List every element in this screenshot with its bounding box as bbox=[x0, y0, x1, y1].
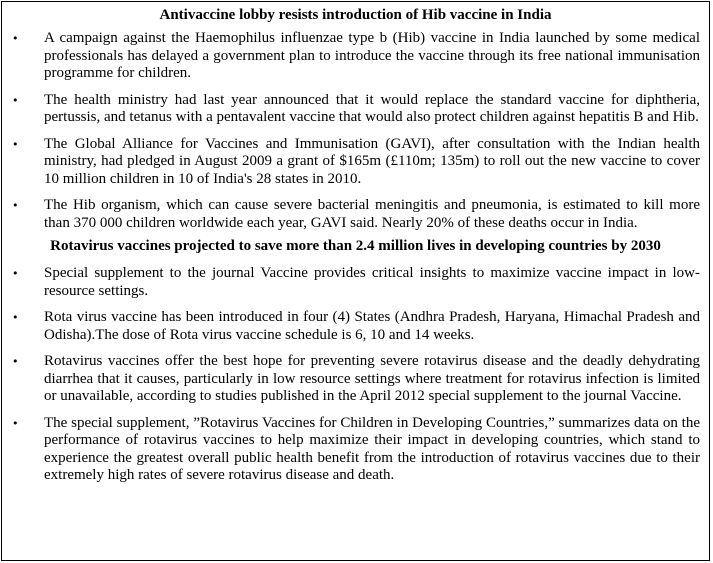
bullet-icon: • bbox=[12, 355, 19, 368]
bullet-icon: • bbox=[12, 311, 19, 324]
list-item bbox=[2, 353, 709, 406]
list-item bbox=[2, 265, 709, 300]
bullet-text: The Global Alliance for Vaccines and Immunisation (GAVI), after consultation with the Indian health ministry, had pledged in August 2009 a grant of $165m (£110m; 135m) to roll out the new vaccine to cover 10 million children in 10 of India's 28 states in 2010. bbox=[44, 135, 700, 187]
section-heading-hib: Antivaccine lobby resists introduction of Hib vaccine in India bbox=[159, 7, 552, 23]
bullet-text: The health ministry had last year announced that it would replace the standard vaccine for diphtheria, pertussis, and tetanus with a pentavalent vaccine that would also protect children against hepatitis B and Hib. bbox=[44, 91, 700, 125]
bullet-icon: • bbox=[12, 199, 19, 212]
bullet-icon: • bbox=[12, 267, 19, 280]
list-item bbox=[2, 197, 709, 232]
bullet-text: Special supplement to the journal Vaccine provides critical insights to maximize vaccine impact in low-resource settings. bbox=[44, 265, 700, 299]
list-item bbox=[2, 30, 709, 83]
bullet-text: The Hib organism, which can cause severe bacterial meningitis and pneumonia, is estimated to kill more than 370 000 children worldwide each year, GAVI said. Nearly 20% of these deaths occur in India. bbox=[44, 197, 700, 231]
bullet-icon: • bbox=[12, 93, 19, 107]
bullet-text: The special supplement, ”Rotavirus Vaccines for Children in Developing Countries,” summarizes data on the performance of rotavirus vaccines to help maximize their impact in developing countries, which stand to experience the greatest overall public health benefit from the introduction of rotavirus vaccines due to their extremely high rates of severe rotavirus disease and death. bbox=[44, 414, 700, 483]
document-box bbox=[1, 1, 710, 561]
bullet-icon: • bbox=[12, 137, 19, 151]
bullet-list-rotavirus bbox=[2, 265, 709, 485]
section-heading-rotavirus: Rotavirus vaccines projected to save more than 2.4 million lives in developing countries by 2030 bbox=[50, 238, 661, 254]
bullet-text: A campaign against the Haemophilus influenzae type b (Hib) vaccine in India launched by some medical professionals has delayed a government plan to introduce the vaccine through its free national immunisation programme for children. bbox=[44, 30, 700, 81]
bullet-icon: • bbox=[12, 416, 19, 430]
bullet-text: Rotavirus vaccines offer the best hope for preventing severe rotavirus disease and the deadly dehydrating diarrhea that it causes, particularly in low resource settings where treatment for rotavirus infection is limited or unavailable, according to studies published in the April 2012 special supplement to the journal Vaccine. bbox=[44, 353, 700, 404]
list-item bbox=[2, 309, 709, 344]
list-item bbox=[2, 92, 709, 127]
bullet-icon: • bbox=[12, 32, 19, 45]
list-item bbox=[2, 415, 709, 485]
list-item bbox=[2, 136, 709, 189]
bullet-list-hib bbox=[2, 30, 709, 232]
bullet-text: Rota virus vaccine has been introduced in four (4) States (Andhra Pradesh, Haryana, Himachal Pradesh and Odisha).The dose of Rota virus vaccine schedule is 6, 10 and 14 weeks. bbox=[44, 309, 700, 343]
